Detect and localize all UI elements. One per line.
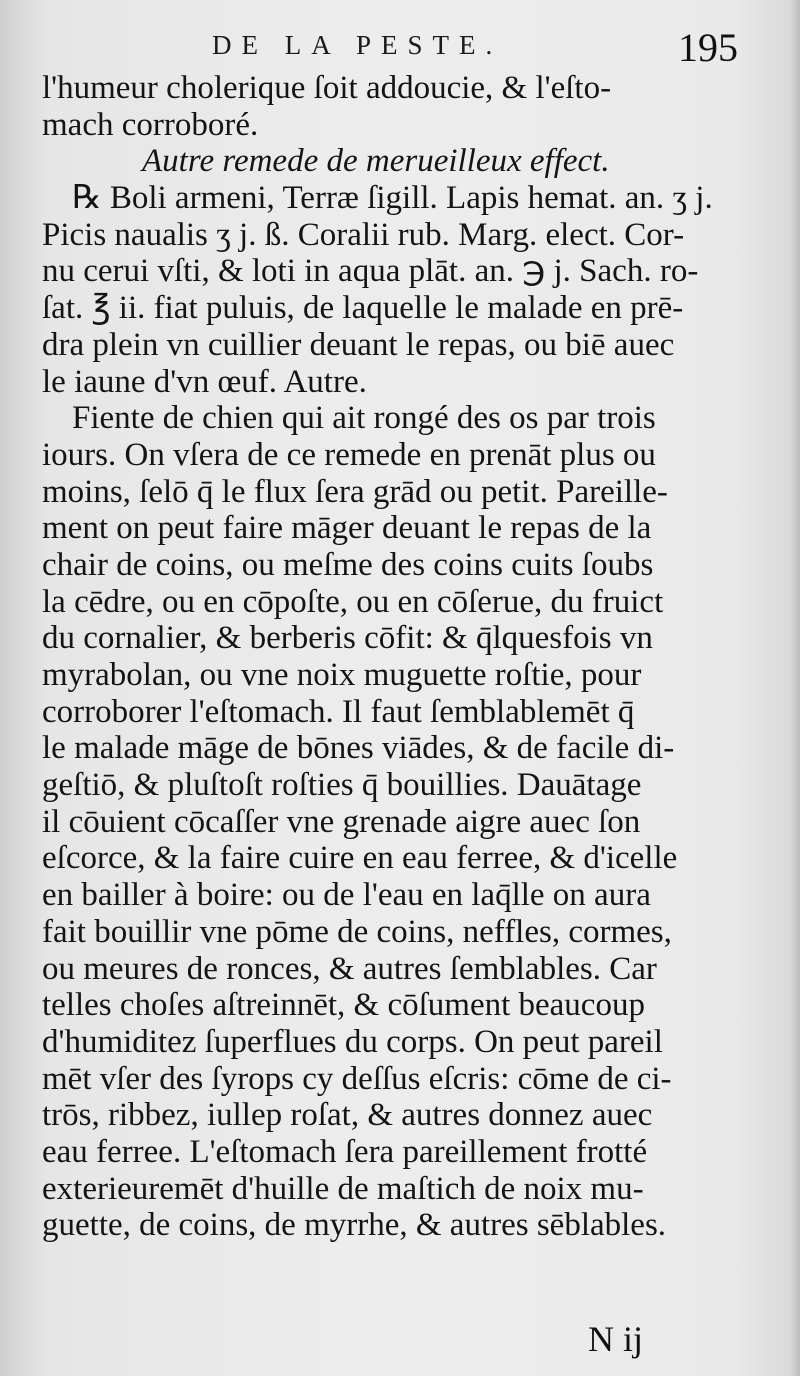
text-line: telles choſes aſtreinnēt, & cōſument beaucoup xyxy=(42,987,645,1024)
text-line: d'humiditez ſuperflues du corps. On peut pareil xyxy=(42,1023,663,1060)
text-line: fait bouillir vne pōme de coins, neffles, cormes, xyxy=(42,913,672,950)
text-line: il cōuient cōcaſſer vne grenade aigre auec ſon xyxy=(42,803,641,840)
text-line: eſcorce, & la faire cuire en eau ferree, & d'icelle xyxy=(42,840,678,877)
page-header xyxy=(0,22,800,72)
text-line: nu cerui vſti, & loti in aqua plāt. an. ℈ j. Sach. ro- xyxy=(42,253,699,290)
text-line: du cornalier, & berberis cōfit: & q̄lquesfois vn xyxy=(42,620,653,657)
text-line: en bailler à boire: ou de l'eau en laq̄lle on aura xyxy=(42,877,651,914)
text-line: corroborer l'eſtomach. Il faut ſemblablemēt q̄ xyxy=(42,693,635,730)
body-text xyxy=(42,70,754,1244)
text-line: geſtiō, & pluſtoſt roſties q̄ bouillies. Dauātage xyxy=(42,767,642,804)
text-line: trōs, ribbez, iullep roſat, & autres donnez auec xyxy=(42,1097,653,1134)
text-line: la cēdre, ou en cōpoſte, ou en cōſerue, du fruict xyxy=(42,583,664,620)
text-line: mach corroboré. xyxy=(42,106,259,143)
text-line: chair de coins, ou meſme des coins cuits ſoubs xyxy=(42,546,654,583)
text-line: ment on peut faire māger deuant le repas de la xyxy=(42,510,652,547)
running-head: DE LA PESTE. xyxy=(212,30,503,60)
text-line: Fiente de chien qui ait rongé des os par trois xyxy=(72,400,656,437)
text-line: mēt vſer des ſyrops cy deſſus eſcris: cōme de ci- xyxy=(42,1060,672,1097)
text-line: l'humeur cholerique ſoit addoucie, & l'eſto- xyxy=(42,70,612,106)
text-line: ſat. ℥ ii. fiat puluis, de laquelle le malade en prē- xyxy=(42,290,684,327)
text-line: guette, de coins, de myrrhe, & autres sēblables. xyxy=(42,1207,667,1244)
text-line: eau ferree. L'eſtomach ſera pareillement frotté xyxy=(42,1133,648,1170)
page-footer xyxy=(0,1318,800,1368)
text-line: moins, ſelō q̄ le flux ſera grād ou petit. Pareille- xyxy=(42,473,668,510)
text-line: exterieuremēt d'huille de maſtich de noix mu- xyxy=(42,1170,644,1207)
text-line: le iaune d'vn œuf. Autre. xyxy=(42,363,367,400)
text-line: dra plein vn cuillier deuant le repas, ou biē auec xyxy=(42,326,675,363)
text-line: le malade māge de bōnes viādes, & de facile di- xyxy=(42,730,675,767)
text-line: myrabolan, ou vne noix muguette roſtie, pour xyxy=(42,657,642,693)
page-edge-shadow xyxy=(790,0,800,1376)
page-number: 195 xyxy=(678,25,738,70)
signature-mark: N ij xyxy=(588,1319,644,1359)
text-line: ou meures de ronces, & autres ſemblables. Car xyxy=(42,950,657,987)
text-line: iours. On vſera de ce remede en prenāt plus ou xyxy=(42,436,656,473)
section-heading: Autre remede de merueilleux effect. xyxy=(142,143,610,180)
text-line: Picis naualis ʒ j. ß. Coralii rub. Marg. elect. Cor- xyxy=(42,216,685,253)
text-line: ℞ Boli armeni, Terræ ſigill. Lapis hemat. an. ʒ j. xyxy=(72,180,713,217)
